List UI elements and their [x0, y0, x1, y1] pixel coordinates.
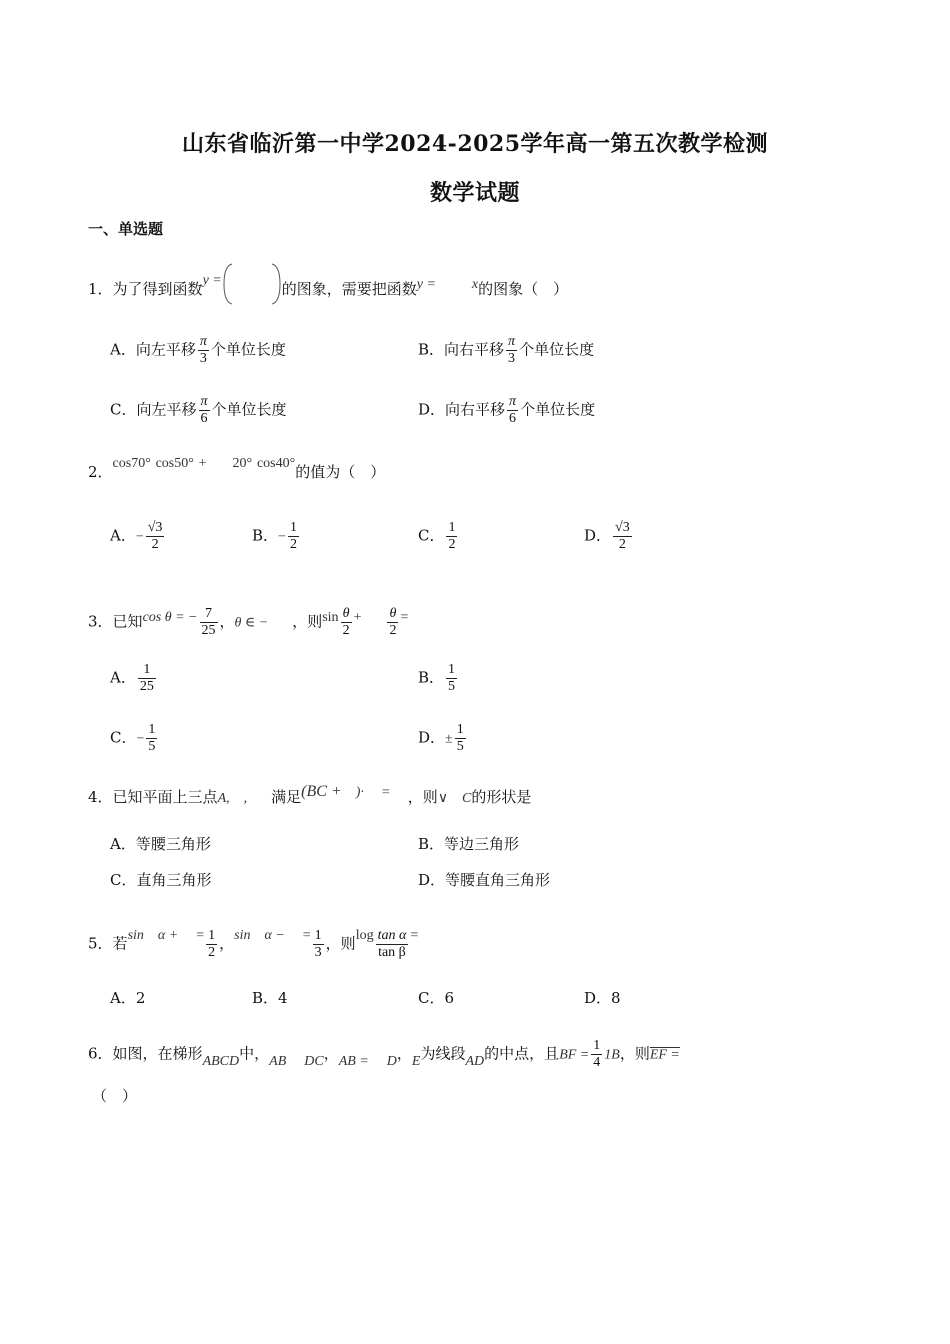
fraction: $\frac{1}{2}$ [448, 520, 456, 552]
math-expression: + [198, 456, 207, 471]
fraction: $\frac{\text{tan α}}{\text{tan β}}$ [377, 928, 407, 960]
fraction: $\frac{\pi}{3}$ [199, 334, 207, 366]
fraction: $\frac{1}{5}$ [448, 662, 456, 694]
q4-option-c[interactable]: C．直角三角形 [110, 871, 212, 889]
question-number: 1． [88, 280, 113, 298]
question-text: 为了得到函数 [112, 280, 203, 298]
math-expression: A, , [217, 791, 248, 806]
q1-option-d[interactable]: D．向右平移 $\frac{\pi}{6}$ 个单位长度 [418, 394, 596, 426]
math-expression: θ ∈ − [234, 615, 269, 631]
fraction: $\frac{√3}{2}$ [615, 520, 630, 552]
question-text: 的形状是 [471, 788, 532, 806]
math-expression: sin α + [127, 927, 179, 943]
section-heading: 一、单选题 [88, 220, 164, 238]
math-expression: cos40° [256, 456, 296, 471]
q1-option-c[interactable]: C．向左平移 $\frac{\pi}{6}$ 个单位长度 [110, 394, 287, 426]
question-number: 6． [88, 1044, 113, 1063]
q1-option-b[interactable]: B．向右平移 $\frac{\pi}{3}$ 个单位长度 [418, 334, 595, 366]
math-expression: 20° [232, 456, 253, 471]
q4-option-b[interactable]: B．等边三角形 [418, 835, 520, 853]
question-5: 5．若sin α + = $\frac{1}{2}$ ，sin α − = $\frac{1}{3}$ ，则log $\frac{\text{tan α}}{\text{tan β}}$ = [88, 927, 419, 960]
math-expression: BF = [559, 1047, 590, 1063]
fraction: $\frac{1}{25}$ [139, 662, 154, 694]
question-3: 3．已知cos θ = − $\frac{7}{25}$ ，θ ∈ − ，则sin $\frac{\theta}{2}$ + $\frac{\theta}{2}$ = [88, 606, 409, 638]
math-expression: ∨ C [437, 791, 472, 806]
fraction: $\frac{\pi}{6}$ [509, 394, 517, 426]
q2-option-b[interactable]: B．− $\frac{1}{2}$ [252, 520, 297, 552]
math-expression: log [355, 927, 374, 943]
question-text: 已知 [112, 612, 143, 631]
math-expression: ABCD [202, 1053, 240, 1069]
math-expression: (BC + [301, 783, 342, 800]
math-expression: E [411, 1053, 421, 1069]
math-expression: sin [322, 609, 339, 625]
question-text: 若 [112, 934, 128, 953]
math-expression: AB = [338, 1053, 369, 1069]
question-text: 如图，在梯形 [112, 1044, 203, 1063]
q4-option-a[interactable]: A．等腰三角形 [110, 835, 211, 853]
question-text: 的值为（ ） [295, 463, 386, 481]
math-expression: cos50° [155, 456, 194, 471]
exam-title: 山东省临沂第一中学2024-2025学年高一第五次教学检测 [181, 131, 769, 157]
exam-subtitle: 数学试题 [429, 180, 520, 206]
question-2 [88, 456, 386, 484]
question-text: 已知平面上三点 [112, 788, 218, 806]
fraction: $\frac{1}{2}$ [208, 928, 216, 960]
question-text: 的图象（ ） [478, 280, 569, 298]
q5-option-b[interactable]: B．4 [252, 989, 288, 1007]
question-number: 2． [88, 463, 113, 481]
q2-option-a[interactable]: A．− $\frac{√3}{2}$ [110, 520, 163, 552]
question-4: 4．已知平面上三点A, , 满足(BC + )· = ，则∨ C的形状是 [88, 783, 532, 806]
question-text: 满足 [271, 788, 302, 806]
math-expression: AD [465, 1053, 485, 1069]
fraction: $\frac{1}{5}$ [456, 722, 464, 754]
q1-option-a[interactable]: A．向左平移 $\frac{\pi}{3}$ 个单位长度 [110, 334, 286, 366]
question-number: 5． [88, 934, 113, 953]
math-expression: AB [269, 1053, 287, 1069]
question-6-answer-paren: （ ） [92, 1087, 138, 1105]
question-text: 的图象，需要把函数 [281, 280, 417, 298]
q5-option-d[interactable]: D．8 [584, 989, 621, 1007]
fraction: $\frac{\pi}{6}$ [200, 394, 208, 426]
q3-option-b[interactable]: B． $\frac{1}{5}$ [418, 662, 456, 694]
fraction: $\frac{1}{2}$ [289, 520, 297, 552]
fraction: $\frac{√3}{2}$ [147, 520, 163, 552]
q2-option-c[interactable]: C． $\frac{1}{2}$ [418, 520, 456, 552]
question-number: 3． [88, 612, 113, 631]
math-expression: EF = [649, 1047, 680, 1063]
q3-option-a[interactable]: A． $\frac{1}{25}$ [110, 662, 154, 694]
question-6: 6．如图，在梯形ABCD中，AB DC，AB = D，E为线段AD的中点，且BF = $\frac{1}{4}$ 1B，则EF = [88, 1038, 680, 1070]
math-expression: cos θ = − [142, 609, 198, 625]
fraction: $\frac{\theta}{2}$ [389, 606, 397, 638]
q5-option-c[interactable]: C．6 [418, 989, 455, 1007]
question-number: 4． [88, 788, 113, 806]
fraction: $\frac{1}{3}$ [314, 928, 322, 960]
math-expression: )· [355, 785, 364, 800]
math-expression: x [471, 277, 479, 292]
math-expression: DC [304, 1053, 324, 1069]
math-expression: sin α − [234, 927, 285, 943]
fraction: $\frac{7}{25}$ [201, 606, 216, 638]
math-expression: y = [202, 273, 222, 288]
q2-option-d[interactable]: D． $\frac{√3}{2}$ [584, 520, 630, 552]
math-expression: cos70° [112, 456, 151, 471]
fraction: $\frac{\pi}{3}$ [508, 334, 516, 366]
bracket-expression [222, 262, 282, 306]
math-expression: 1B [604, 1047, 620, 1063]
fraction: $\frac{\theta}{2}$ [342, 606, 350, 638]
fraction: $\frac{1}{4}$ [593, 1038, 601, 1070]
fraction: $\frac{1}{5}$ [148, 722, 156, 754]
math-expression: y = [416, 277, 436, 292]
question-1 [88, 268, 568, 312]
q3-option-c[interactable]: C．− $\frac{1}{5}$ [110, 722, 156, 754]
q3-option-d[interactable]: D．± $\frac{1}{5}$ [418, 722, 464, 754]
q5-option-a[interactable]: A．2 [110, 989, 146, 1007]
q4-option-d[interactable]: D．等腰直角三角形 [418, 871, 551, 889]
math-expression: D [386, 1053, 397, 1069]
